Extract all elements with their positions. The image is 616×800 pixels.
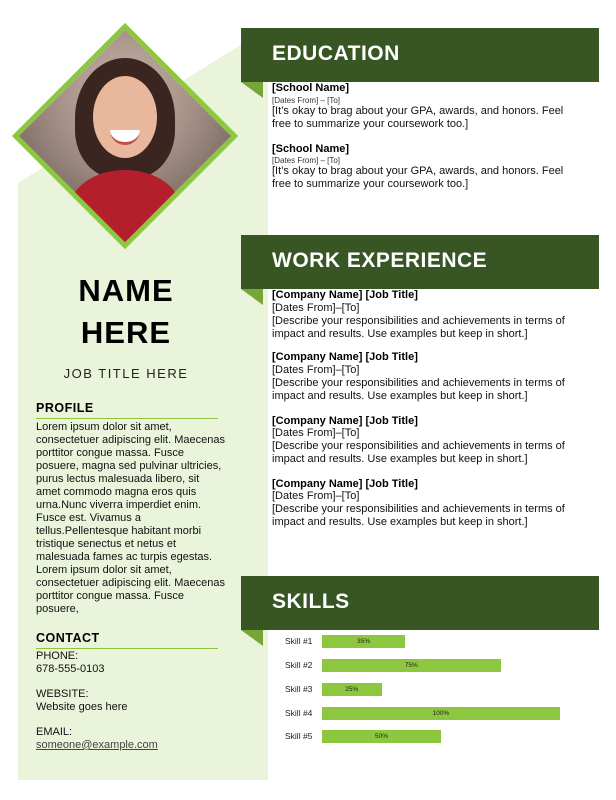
skill-bar-fill [322,635,405,648]
email-label: EMAIL: [36,726,73,738]
phone-value: 678-555-0103 [36,663,105,675]
skill-bar [322,683,560,696]
skill-bar-fill [322,683,382,696]
skill-percent: 100% [432,710,450,717]
company-title: [Company Name] [Job Title] [272,415,418,427]
email-link[interactable]: someone@example.com [36,739,158,751]
skill-percent: 25% [345,686,359,693]
profile-text: Lorem ipsum dolor sit amet, consectetuer adipiscing elit. Maecenas porttitor congue massa. Fusce posuere, magna sed pulvinar ultricies, purus lectus malesuada libero, sit amet commodo magna eros quis urna.Nunc viverra imperdiet enim. Fusce est. Vivamus a tellus.Pellentesque habitant morbi tristique senectus et netus et malesuada fames ac turpis egestas. Lorem ipsum dolor sit amet, consectetuer adipiscing elit. Maecenas porttitor congue massa. Fusce posuere, [36,421,225,615]
skill-bar-fill [322,707,560,720]
education-heading: EDUCATION [272,42,400,65]
company-title: [Company Name] [Job Title] [272,478,418,490]
school-name: [School Name] [272,82,350,94]
work-description: [Describe your responsibilities and achievements in terms of impact and results. Use examples but keep in short.] [272,315,565,340]
person-name: NAME HERE [78,273,174,350]
company-title: [Company Name] [Job Title] [272,351,418,363]
school-name: [School Name] [272,143,350,155]
contact-divider [36,648,218,649]
work-dates: [Dates From]–[To] [272,427,360,439]
education-description: [It’s okay to brag about your GPA, awards, and honors. Feel free to summarize your coursework too.] [272,165,564,190]
skill-percent: 75% [404,662,418,669]
skill-bar-fill [322,730,441,743]
skill-label: Skill #4 [285,708,313,718]
profile-heading: PROFILE [36,401,94,415]
education-fold [241,82,263,98]
skills-banner [241,576,599,630]
skill-percent: 35% [357,638,371,645]
work-dates: [Dates From]–[To] [272,302,360,314]
work-heading: WORK EXPERIENCE [272,249,488,272]
work-dates: [Dates From]–[To] [272,364,360,376]
skill-bar [322,635,560,648]
phone-label: PHONE: [36,650,79,662]
website-value: Website goes here [36,701,128,713]
work-dates: [Dates From]–[To] [272,490,360,502]
work-banner [241,235,599,289]
skill-percent: 50% [374,733,388,740]
website-label: WEBSITE: [36,688,89,700]
skill-bar-fill [322,659,501,672]
skill-bar [322,707,560,720]
skill-bar [322,730,560,743]
work-description: [Describe your responsibilities and achievements in terms of impact and results. Use examples but keep in short.] [272,377,565,402]
work-description: [Describe your responsibilities and achievements in terms of impact and results. Use examples but keep in short.] [272,503,565,528]
skill-bar [322,659,560,672]
work-fold [241,289,263,305]
contact-heading: CONTACT [36,631,100,645]
skills-heading: SKILLS [272,590,350,613]
profile-divider [36,418,218,419]
skill-label: Skill #5 [285,731,313,741]
school-dates: [Dates From] – [To] [272,96,341,105]
work-description: [Describe your responsibilities and achievements in terms of impact and results. Use examples but keep in short.] [272,440,565,465]
skill-label: Skill #2 [285,660,313,670]
job-title: JOB TITLE HERE [63,366,189,381]
education-description: [It’s okay to brag about your GPA, awards, and honors. Feel free to summarize your coursework too.] [272,105,564,130]
skill-label: Skill #1 [285,636,313,646]
company-title: [Company Name] [Job Title] [272,289,418,301]
skill-label: Skill #3 [285,684,313,694]
education-banner [241,28,599,82]
skills-fold [241,630,263,646]
school-dates: [Dates From] – [To] [272,156,341,165]
